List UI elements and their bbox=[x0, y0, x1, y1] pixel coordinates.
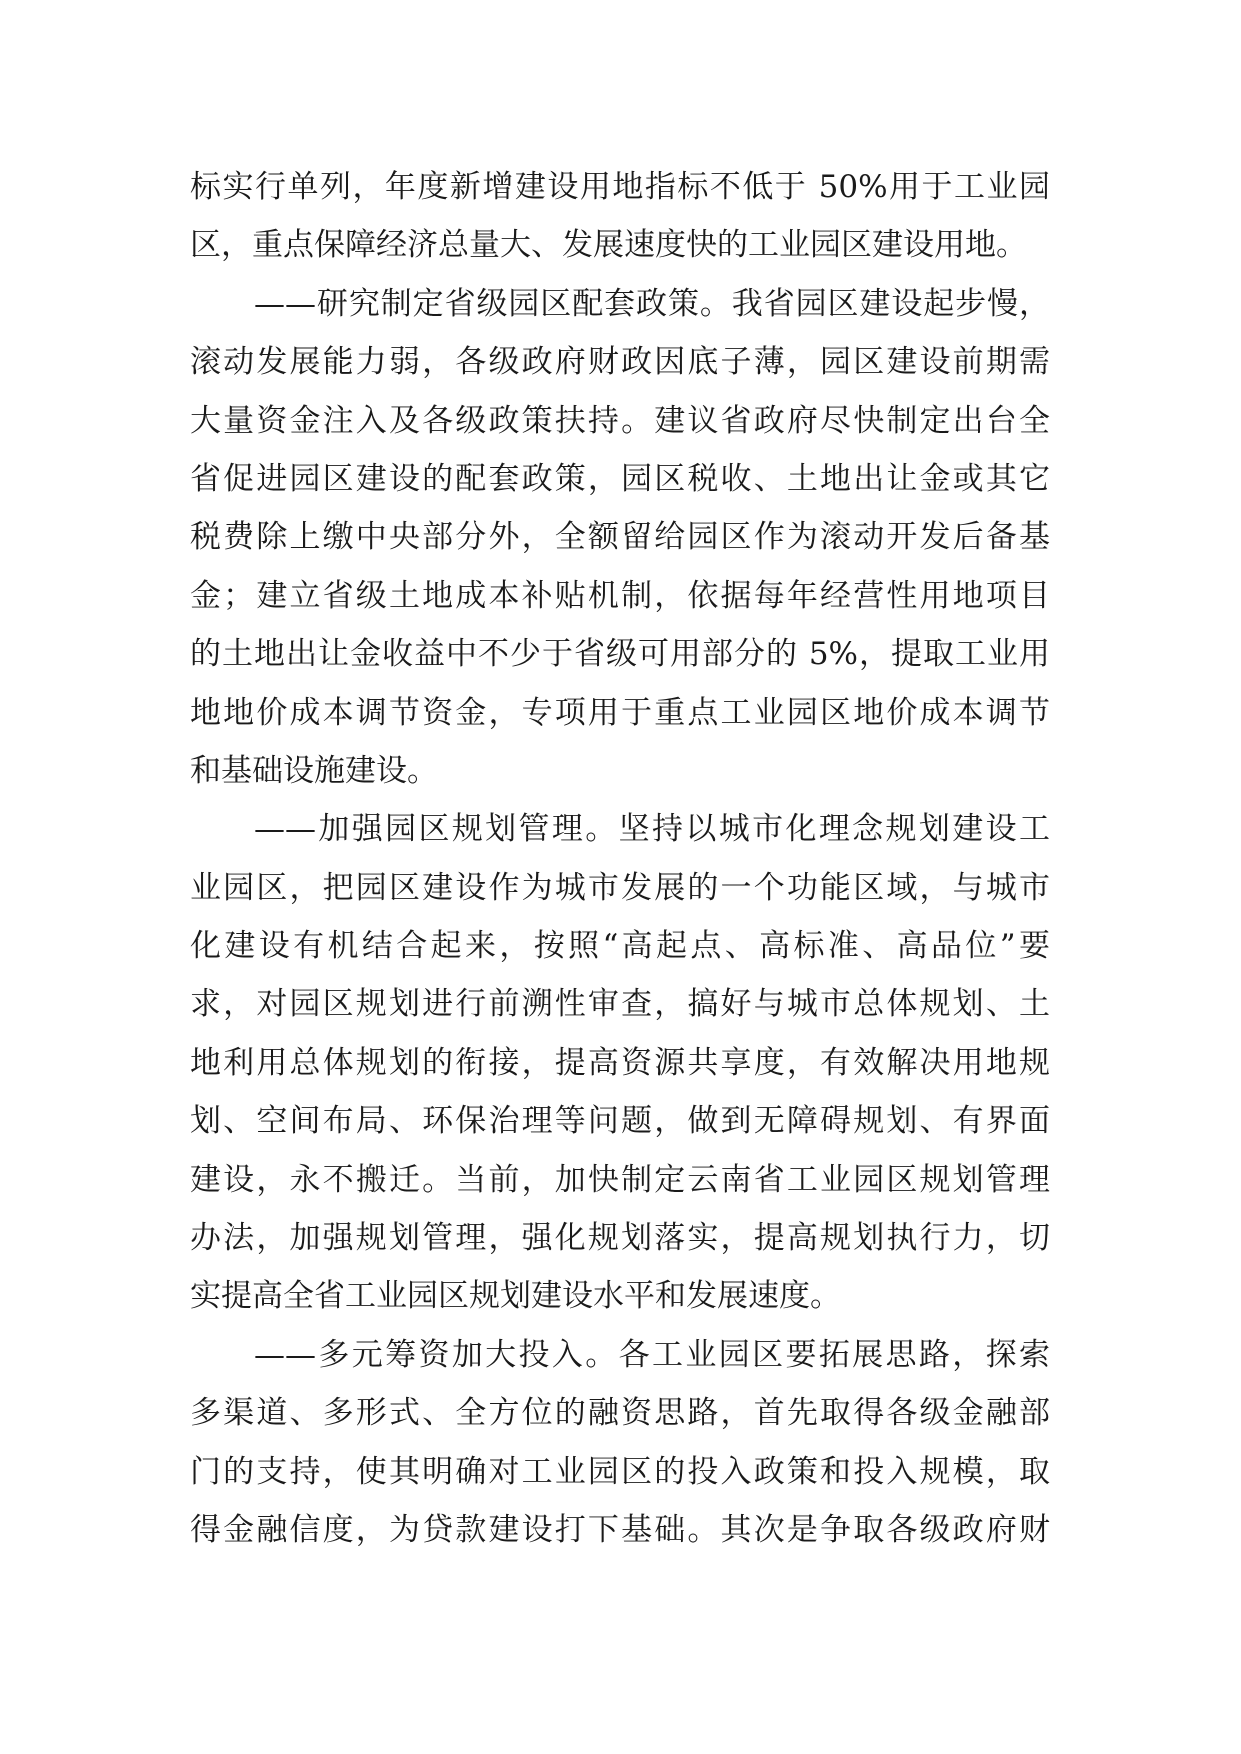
text-line: 金；建立省级土地成本补贴机制，依据每年经营性用地项目 bbox=[190, 577, 1050, 614]
body-text bbox=[190, 158, 1050, 1559]
text-line: 滚动发展能力弱，各级政府财政因底子薄，园区建设前期需 bbox=[190, 344, 1050, 381]
text-line: 划、空间布局、环保治理等问题，做到无障碍规划、有界面 bbox=[190, 1103, 1050, 1140]
text-line: 税费除上缴中央部分外，全额留给园区作为滚动开发后备基 bbox=[190, 519, 1050, 556]
text-line: 省促进园区建设的配套政策，园区税收、土地出让金或其它 bbox=[190, 460, 1050, 497]
text-line: 业园区，把园区建设作为城市发展的一个功能区域，与城市 bbox=[190, 869, 1050, 906]
paragraph-start-line: ——多元筹资加大投入。各工业园区要拓展思路，探索 bbox=[254, 1336, 1050, 1373]
text-line: 得金融信度，为贷款建设打下基础。其次是争取各级政府财 bbox=[190, 1511, 1050, 1548]
text-line: 的土地出让金收益中不少于省级可用部分的 5%，提取工业用 bbox=[190, 636, 1050, 673]
paragraph-start-line: ——研究制定省级园区配套政策。我省园区建设起步慢， bbox=[254, 285, 1050, 322]
text-line: 化建设有机结合起来，按照“高起点、高标准、高品位”要 bbox=[190, 928, 1050, 965]
text-line: 建设，永不搬迁。当前，加快制定云南省工业园区规划管理 bbox=[190, 1161, 1050, 1198]
text-line: 门的支持，使其明确对工业园区的投入政策和投入规模，取 bbox=[190, 1453, 1050, 1490]
text-line: 求，对园区规划进行前溯性审查，搞好与城市总体规划、土 bbox=[190, 986, 1050, 1023]
text-line: 区，重点保障经济总量大、发展速度快的工业园区建设用地。 bbox=[190, 227, 1027, 264]
text-line: 大量资金注入及各级政策扶持。建议省政府尽快制定出台全 bbox=[190, 402, 1050, 439]
text-line: 实提高全省工业园区规划建设水平和发展速度。 bbox=[190, 1278, 841, 1315]
text-line: 地地价成本调节资金，专项用于重点工业园区地价成本调节 bbox=[190, 694, 1050, 731]
text-line: 多渠道、多形式、全方位的融资思路，首先取得各级金融部 bbox=[190, 1395, 1050, 1432]
text-line: 和基础设施建设。 bbox=[190, 752, 438, 789]
paragraph-start-line: ——加强园区规划管理。坚持以城市化理念规划建设工 bbox=[254, 811, 1050, 848]
text-line: 地利用总体规划的衔接，提高资源共享度，有效解决用地规 bbox=[190, 1044, 1050, 1081]
text-line: 办法，加强规划管理，强化规划落实，提高规划执行力，切 bbox=[190, 1220, 1050, 1257]
text-line: 标实行单列，年度新增建设用地指标不低于 50%用于工业园 bbox=[190, 169, 1050, 205]
